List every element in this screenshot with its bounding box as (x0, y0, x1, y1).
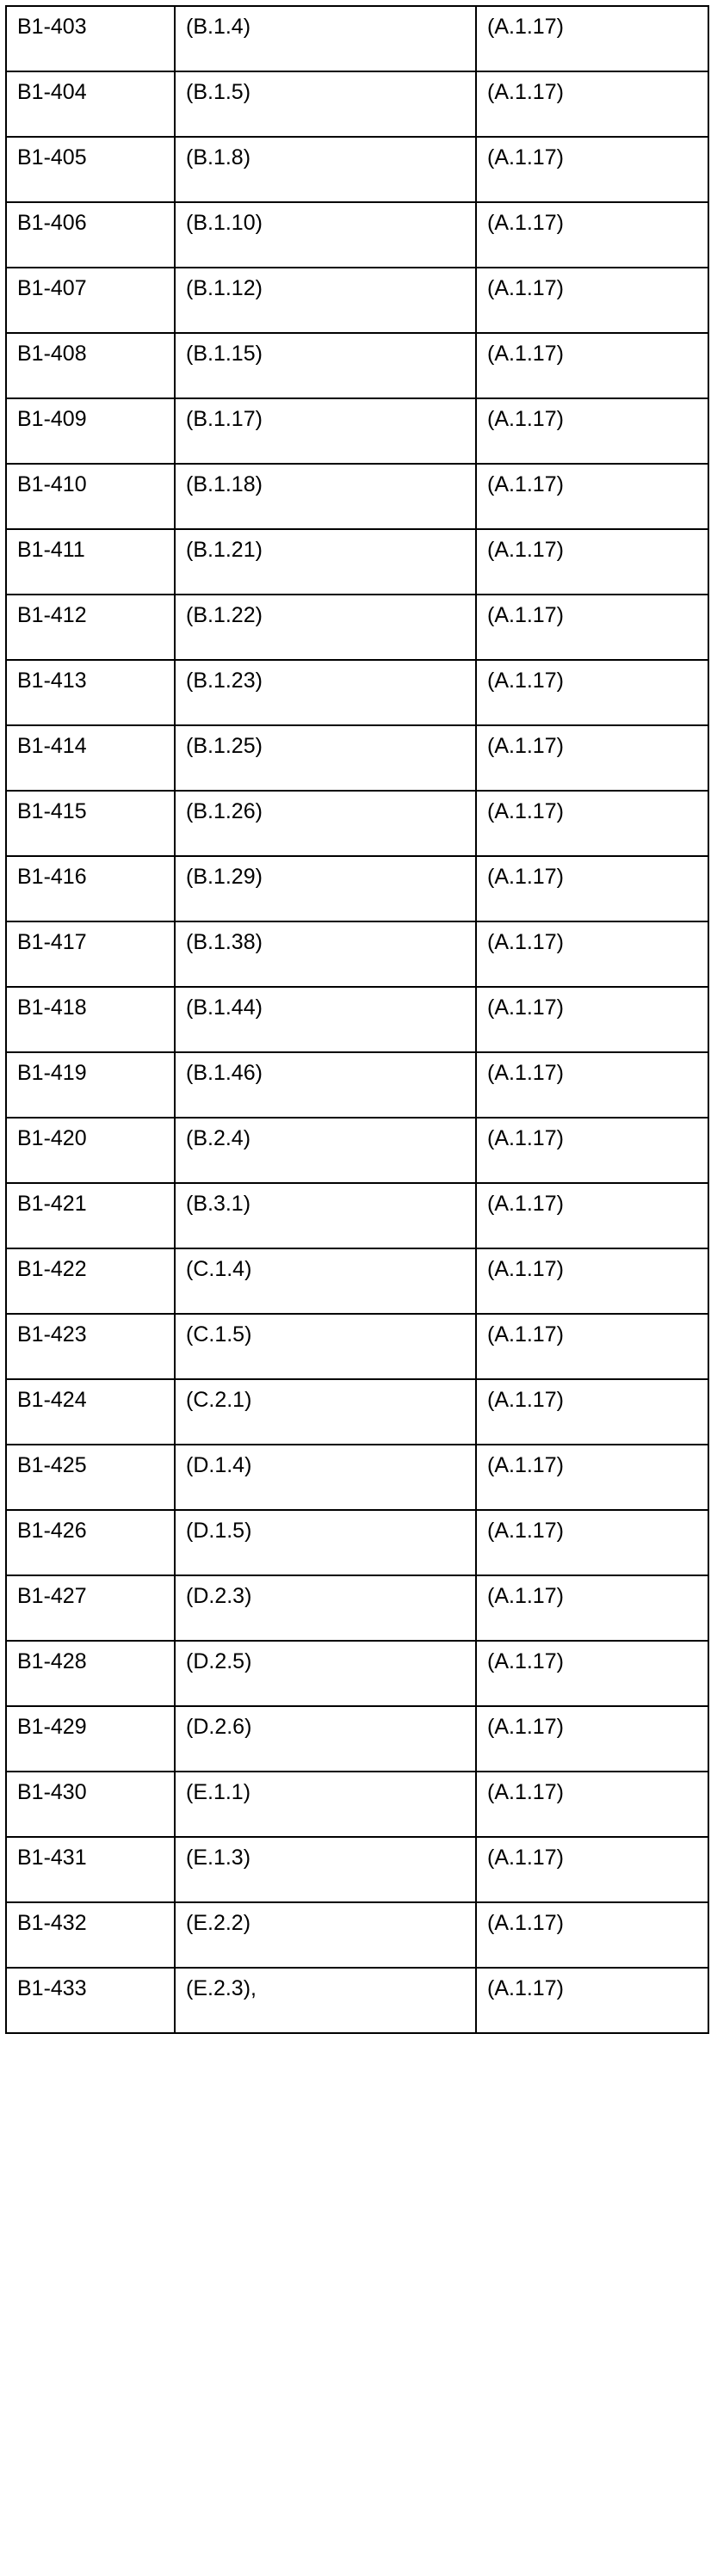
cell-target-reference: (A.1.17) (476, 398, 708, 464)
table-row (6, 71, 708, 137)
cell-source-reference: (B.1.21) (175, 529, 476, 595)
table-row (6, 1248, 708, 1314)
cell-target-reference: (A.1.17) (476, 1052, 708, 1118)
cell-target-reference: (A.1.17) (476, 1510, 708, 1575)
cell-source-reference: (E.1.3) (175, 1837, 476, 1902)
cell-target-reference: (A.1.17) (476, 1379, 708, 1445)
cell-identifier: B1-426 (6, 1510, 175, 1575)
cell-identifier: B1-407 (6, 268, 175, 333)
cell-target-reference: (A.1.17) (476, 202, 708, 268)
cell-target-reference: (A.1.17) (476, 1968, 708, 2033)
cell-source-reference: (B.1.15) (175, 333, 476, 398)
cell-target-reference: (A.1.17) (476, 595, 708, 660)
cell-target-reference: (A.1.17) (476, 921, 708, 987)
table-row (6, 856, 708, 921)
cell-identifier: B1-410 (6, 464, 175, 529)
cell-source-reference: (C.1.4) (175, 1248, 476, 1314)
cell-target-reference: (A.1.17) (476, 1575, 708, 1641)
cell-source-reference: (D.1.4) (175, 1445, 476, 1510)
cell-source-reference: (B.1.17) (175, 398, 476, 464)
cell-target-reference: (A.1.17) (476, 856, 708, 921)
cell-target-reference: (A.1.17) (476, 987, 708, 1052)
table-row (6, 1183, 708, 1248)
cell-target-reference: (A.1.17) (476, 1706, 708, 1772)
cell-source-reference: (B.2.4) (175, 1118, 476, 1183)
cell-source-reference: (E.2.2) (175, 1902, 476, 1968)
cell-identifier: B1-405 (6, 137, 175, 202)
table-row (6, 464, 708, 529)
table-row (6, 1052, 708, 1118)
cell-identifier: B1-416 (6, 856, 175, 921)
cell-target-reference: (A.1.17) (476, 1641, 708, 1706)
table-row (6, 137, 708, 202)
cell-source-reference: (C.2.1) (175, 1379, 476, 1445)
table-row (6, 1379, 708, 1445)
cell-source-reference: (C.1.5) (175, 1314, 476, 1379)
cell-identifier: B1-417 (6, 921, 175, 987)
cell-identifier: B1-433 (6, 1968, 175, 2033)
table-row (6, 398, 708, 464)
cell-identifier: B1-429 (6, 1706, 175, 1772)
cell-target-reference: (A.1.17) (476, 464, 708, 529)
cell-source-reference: (B.1.8) (175, 137, 476, 202)
table-row (6, 1575, 708, 1641)
table-row (6, 1968, 708, 2033)
cell-identifier: B1-419 (6, 1052, 175, 1118)
cell-source-reference: (B.3.1) (175, 1183, 476, 1248)
cell-source-reference: (B.1.26) (175, 791, 476, 856)
cell-source-reference: (D.2.6) (175, 1706, 476, 1772)
cell-identifier: B1-411 (6, 529, 175, 595)
table-row (6, 1445, 708, 1510)
cell-target-reference: (A.1.17) (476, 333, 708, 398)
cell-source-reference: (B.1.12) (175, 268, 476, 333)
cell-identifier: B1-413 (6, 660, 175, 725)
cell-identifier: B1-421 (6, 1183, 175, 1248)
cell-source-reference: (B.1.18) (175, 464, 476, 529)
cell-identifier: B1-432 (6, 1902, 175, 1968)
cell-identifier: B1-420 (6, 1118, 175, 1183)
table-row (6, 529, 708, 595)
cell-source-reference: (E.2.3), (175, 1968, 476, 2033)
cell-source-reference: (B.1.46) (175, 1052, 476, 1118)
cell-source-reference: (B.1.23) (175, 660, 476, 725)
table-row (6, 1706, 708, 1772)
cell-identifier: B1-422 (6, 1248, 175, 1314)
document-page (0, 5, 711, 2576)
table-row (6, 1118, 708, 1183)
table-row (6, 1772, 708, 1837)
table-row (6, 6, 708, 71)
table-row (6, 1314, 708, 1379)
cell-identifier: B1-427 (6, 1575, 175, 1641)
table-row (6, 333, 708, 398)
cell-source-reference: (B.1.5) (175, 71, 476, 137)
cell-target-reference: (A.1.17) (476, 6, 708, 71)
cell-source-reference: (B.1.29) (175, 856, 476, 921)
cell-source-reference: (B.1.44) (175, 987, 476, 1052)
cell-identifier: B1-424 (6, 1379, 175, 1445)
cell-target-reference: (A.1.17) (476, 660, 708, 725)
table-row (6, 1837, 708, 1902)
table-row (6, 595, 708, 660)
cell-identifier: B1-415 (6, 791, 175, 856)
table-row (6, 1902, 708, 1968)
table-row (6, 921, 708, 987)
table-row (6, 725, 708, 791)
cell-identifier: B1-414 (6, 725, 175, 791)
table-row (6, 791, 708, 856)
cell-target-reference: (A.1.17) (476, 1314, 708, 1379)
table-row (6, 268, 708, 333)
reference-table-body (6, 6, 708, 2033)
cell-target-reference: (A.1.17) (476, 1837, 708, 1902)
cell-source-reference: (B.1.10) (175, 202, 476, 268)
cell-source-reference: (B.1.38) (175, 921, 476, 987)
cell-target-reference: (A.1.17) (476, 1118, 708, 1183)
table-row (6, 660, 708, 725)
table-row (6, 202, 708, 268)
cell-target-reference: (A.1.17) (476, 71, 708, 137)
cell-target-reference: (A.1.17) (476, 1248, 708, 1314)
reference-table (5, 5, 709, 2034)
cell-source-reference: (B.1.4) (175, 6, 476, 71)
cell-target-reference: (A.1.17) (476, 791, 708, 856)
cell-source-reference: (D.2.3) (175, 1575, 476, 1641)
cell-target-reference: (A.1.17) (476, 1445, 708, 1510)
cell-identifier: B1-412 (6, 595, 175, 660)
cell-identifier: B1-404 (6, 71, 175, 137)
cell-target-reference: (A.1.17) (476, 137, 708, 202)
table-row (6, 1510, 708, 1575)
cell-target-reference: (A.1.17) (476, 1772, 708, 1837)
cell-target-reference: (A.1.17) (476, 1902, 708, 1968)
cell-identifier: B1-428 (6, 1641, 175, 1706)
cell-source-reference: (B.1.22) (175, 595, 476, 660)
cell-target-reference: (A.1.17) (476, 529, 708, 595)
cell-source-reference: (B.1.25) (175, 725, 476, 791)
cell-identifier: B1-409 (6, 398, 175, 464)
cell-source-reference: (D.1.5) (175, 1510, 476, 1575)
cell-target-reference: (A.1.17) (476, 725, 708, 791)
cell-identifier: B1-431 (6, 1837, 175, 1902)
cell-identifier: B1-430 (6, 1772, 175, 1837)
cell-identifier: B1-423 (6, 1314, 175, 1379)
cell-identifier: B1-403 (6, 6, 175, 71)
cell-identifier: B1-418 (6, 987, 175, 1052)
table-row (6, 1641, 708, 1706)
cell-identifier: B1-408 (6, 333, 175, 398)
table-row (6, 987, 708, 1052)
cell-identifier: B1-425 (6, 1445, 175, 1510)
cell-target-reference: (A.1.17) (476, 1183, 708, 1248)
cell-identifier: B1-406 (6, 202, 175, 268)
cell-target-reference: (A.1.17) (476, 268, 708, 333)
cell-source-reference: (E.1.1) (175, 1772, 476, 1837)
cell-source-reference: (D.2.5) (175, 1641, 476, 1706)
